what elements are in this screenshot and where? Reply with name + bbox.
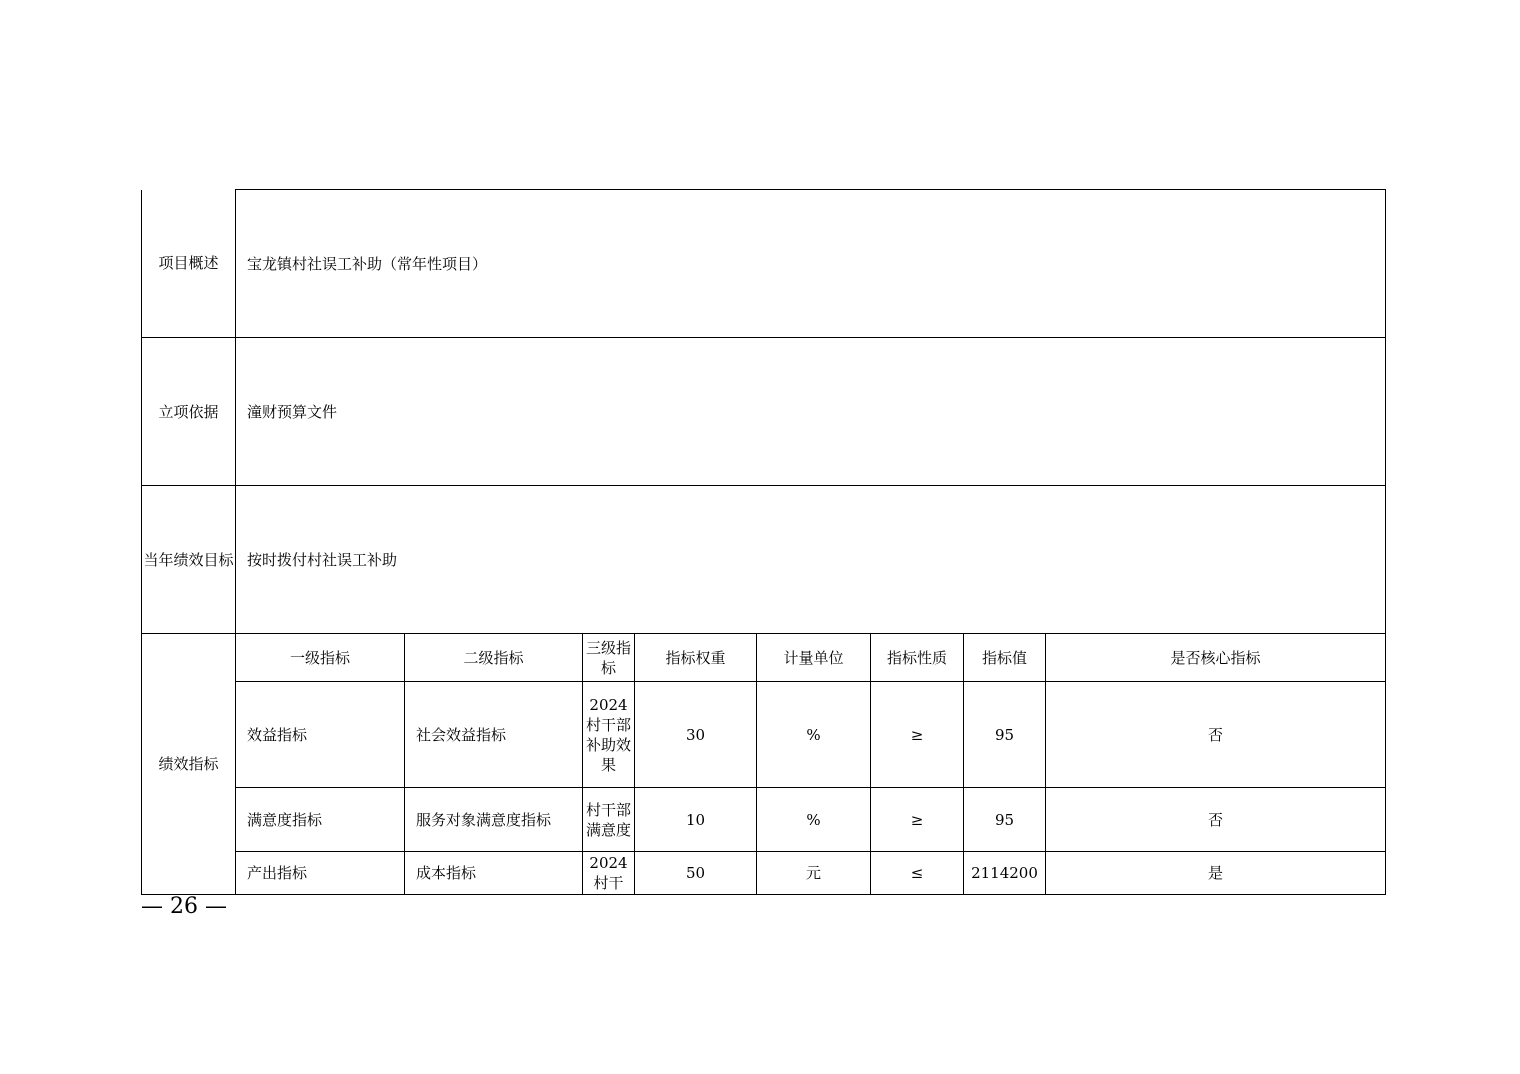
indicator-value: 2114200 [964, 852, 1046, 895]
overview-content: 宝龙镇村社误工补助（常年性项目） [236, 190, 1386, 338]
indicator-weight: 50 [635, 852, 757, 895]
basis-content: 潼财预算文件 [236, 338, 1386, 486]
header-level1: 一级指标 [236, 634, 405, 682]
basis-row [142, 338, 1386, 486]
goal-row [142, 486, 1386, 634]
header-weight: 指标权重 [635, 634, 757, 682]
performance-table [141, 189, 1386, 895]
indicator-header-row [142, 634, 1386, 682]
indicator-core: 否 [1046, 788, 1386, 852]
indicator-value: 95 [964, 788, 1046, 852]
indicator-level2: 成本指标 [405, 852, 583, 895]
header-level2: 二级指标 [405, 634, 583, 682]
indicator-unit: 元 [757, 852, 871, 895]
indicator-value: 95 [964, 682, 1046, 788]
indicator-level1: 效益指标 [236, 682, 405, 788]
indicator-nature: ≥ [871, 682, 964, 788]
indicator-level3: 村干部满意度 [583, 788, 635, 852]
indicator-level1: 产出指标 [236, 852, 405, 895]
overview-row [142, 190, 1386, 338]
indicator-level3: 2024村干部补助效果 [583, 682, 635, 788]
header-value: 指标值 [964, 634, 1046, 682]
indicator-nature: ≤ [871, 852, 964, 895]
indicator-level3: 2024村干 [583, 852, 635, 895]
indicator-level2: 服务对象满意度指标 [405, 788, 583, 852]
indicator-level1: 满意度指标 [236, 788, 405, 852]
indicator-core: 否 [1046, 682, 1386, 788]
page-number: — 26 — [141, 894, 227, 919]
indicator-weight: 30 [635, 682, 757, 788]
indicator-level2: 社会效益指标 [405, 682, 583, 788]
overview-label: 项目概述 [142, 190, 236, 338]
indicator-nature: ≥ [871, 788, 964, 852]
indicator-unit: % [757, 682, 871, 788]
goal-label: 当年绩效目标 [142, 486, 236, 634]
goal-content: 按时拨付村社误工补助 [236, 486, 1386, 634]
header-unit: 计量单位 [757, 634, 871, 682]
indicator-row [142, 682, 1386, 788]
header-level3: 三级指标 [583, 634, 635, 682]
basis-label: 立项依据 [142, 338, 236, 486]
indicator-weight: 10 [635, 788, 757, 852]
header-nature: 指标性质 [871, 634, 964, 682]
indicator-unit: % [757, 788, 871, 852]
indicators-label: 绩效指标 [142, 634, 236, 895]
indicator-row [142, 852, 1386, 895]
indicator-row [142, 788, 1386, 852]
indicator-core: 是 [1046, 852, 1386, 895]
header-core: 是否核心指标 [1046, 634, 1386, 682]
